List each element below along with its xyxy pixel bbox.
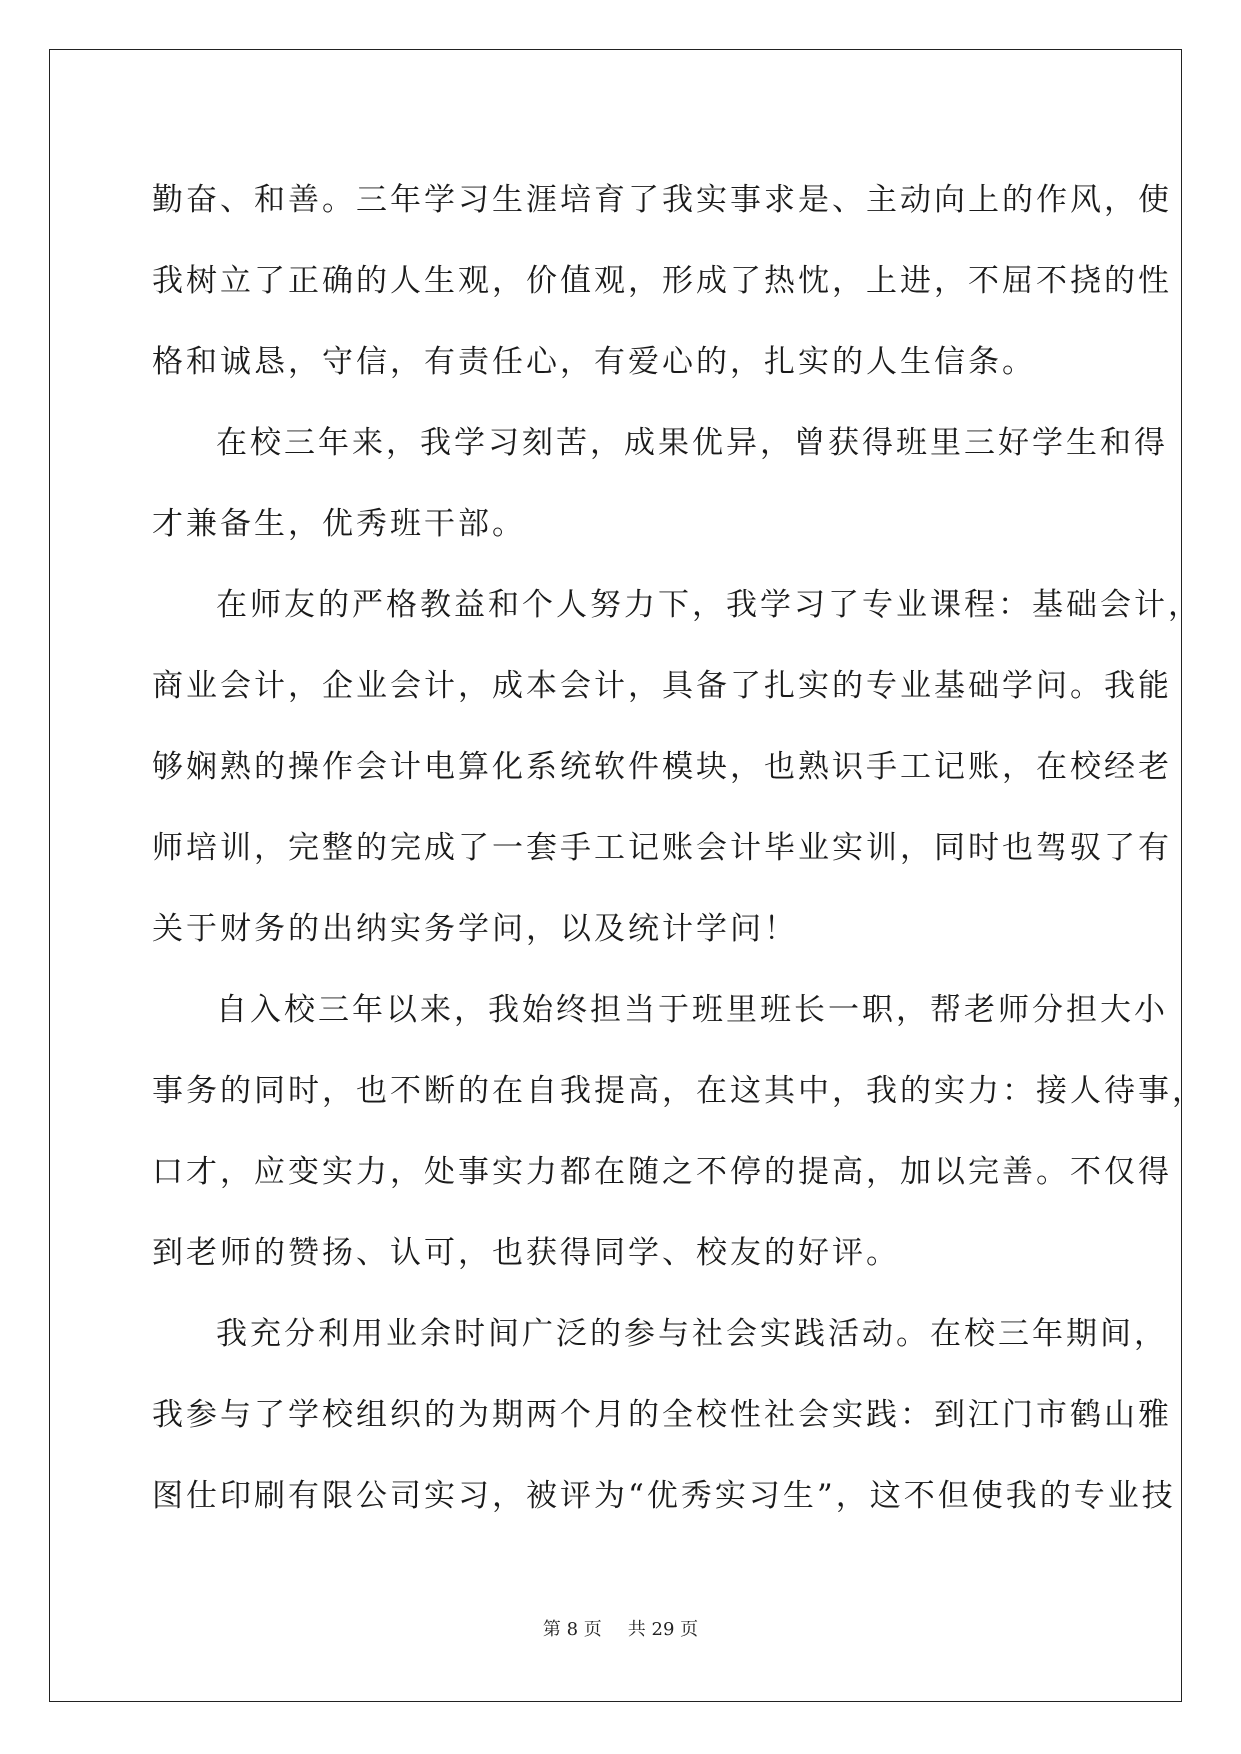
text-line: 商业会计，企业会计，成本会计，具备了扎实的专业基础学问。我能 [152,668,1172,704]
text-line: 事务的同时，也不断的在自我提高，在这其中，我的实力：接人待事， [152,1073,1206,1109]
paragraph-start-line: 我充分利用业余时间广泛的参与社会实践活动。在校三年期间， [216,1316,1168,1352]
document-body [152,160,1206,1537]
paragraph-start-line: 在师友的严格教益和个人努力下，我学习了专业课程：基础会计， [216,587,1202,623]
text-line: 我参与了学校组织的为期两个月的全校性社会实践：到江门市鹤山雅 [152,1397,1172,1433]
page-total: 共 29 页 [627,1619,699,1640]
paragraph-start-line: 在校三年来，我学习刻苦，成果优异，曾获得班里三好学生和得 [216,425,1168,461]
text-line: 勤奋、和善。三年学习生涯培育了我实事求是、主动向上的作风，使 [152,182,1172,218]
text-line: 关于财务的出纳实务学问，以及统计学问！ [152,911,798,947]
text-line: 口才，应变实力，处事实力都在随之不停的提高，加以完善。不仅得 [152,1154,1172,1190]
text-line: 才兼备生，优秀班干部。 [152,506,526,542]
page-footer [0,1618,1241,1642]
text-line: 格和诚恳，守信，有责任心，有爱心的，扎实的人生信条。 [152,344,1036,380]
text-line: 到老师的赞扬、认可，也获得同学、校友的好评。 [152,1235,900,1271]
text-line: 图仕印刷有限公司实习，被评为“优秀实习生”，这不但使我的专业技 [152,1478,1176,1514]
text-line: 我树立了正确的人生观，价值观，形成了热忱，上进，不屈不挠的性 [152,263,1172,299]
text-line: 师培训，完整的完成了一套手工记账会计毕业实训，同时也驾驭了有 [152,830,1172,866]
text-line: 够娴熟的操作会计电算化系统软件模块，也熟识手工记账，在校经老 [152,749,1172,785]
page-number: 第 8 页 [542,1619,602,1640]
paragraph-start-line: 自入校三年以来，我始终担当于班里班长一职，帮老师分担大小 [216,992,1168,1028]
